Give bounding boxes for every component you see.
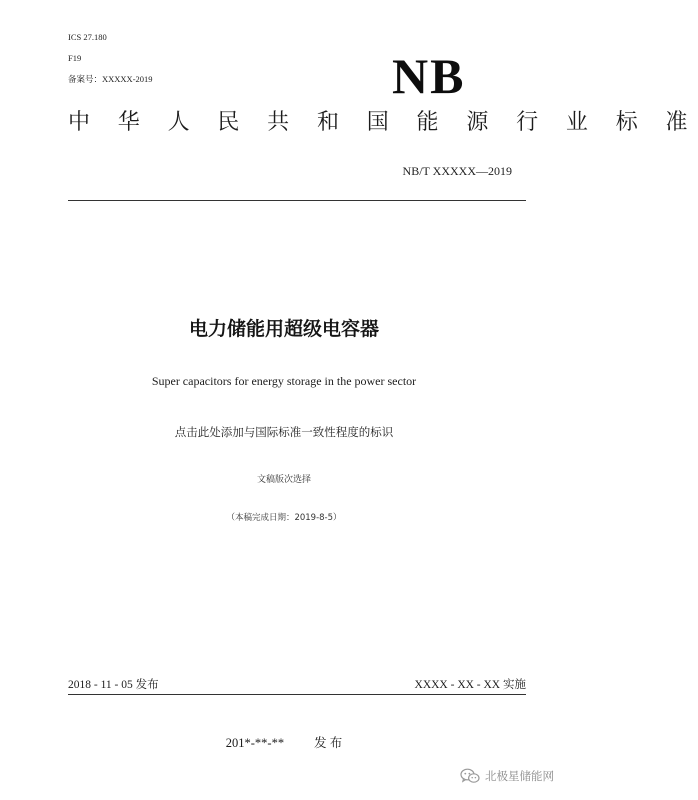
english-title: Super capacitors for energy storage in the power sector [151,374,417,388]
watermark [460,765,554,787]
footer-divider [68,694,526,695]
equivalence-note: 点击此处添加与国际标准一致性程度的标识 [174,425,394,439]
page-title: 电力储能用超级电容器 [188,318,379,340]
ics-code: ICS 27.180 [68,32,107,42]
release-date: 2018 - 11 - 05 发布 [68,679,159,691]
issuer-date: 201*-**-** [225,736,285,750]
record-number: 备案号：XXXXX-2019 [68,74,153,84]
standard-number: NB/T XXXXX—2019 [402,164,512,178]
wechat-icon [460,768,480,784]
watermark-text: 北极星储能网 [485,769,554,783]
header-divider [68,200,526,201]
standard-type-heading: 中 华 人 民 共 和 国 能 源 行 业 标 准 [68,110,698,135]
issuer-label: 发 布 [314,736,343,750]
issuer-line [0,736,568,751]
draft-completion-date: （本稿完成日期：2019-8-5） [226,513,342,523]
version-select: 文稿版次选择 [256,475,311,485]
implementation-date: XXXX - XX - XX 实施 [414,679,526,691]
classification-code: F19 [68,53,82,63]
nb-logo: NB [392,48,466,104]
